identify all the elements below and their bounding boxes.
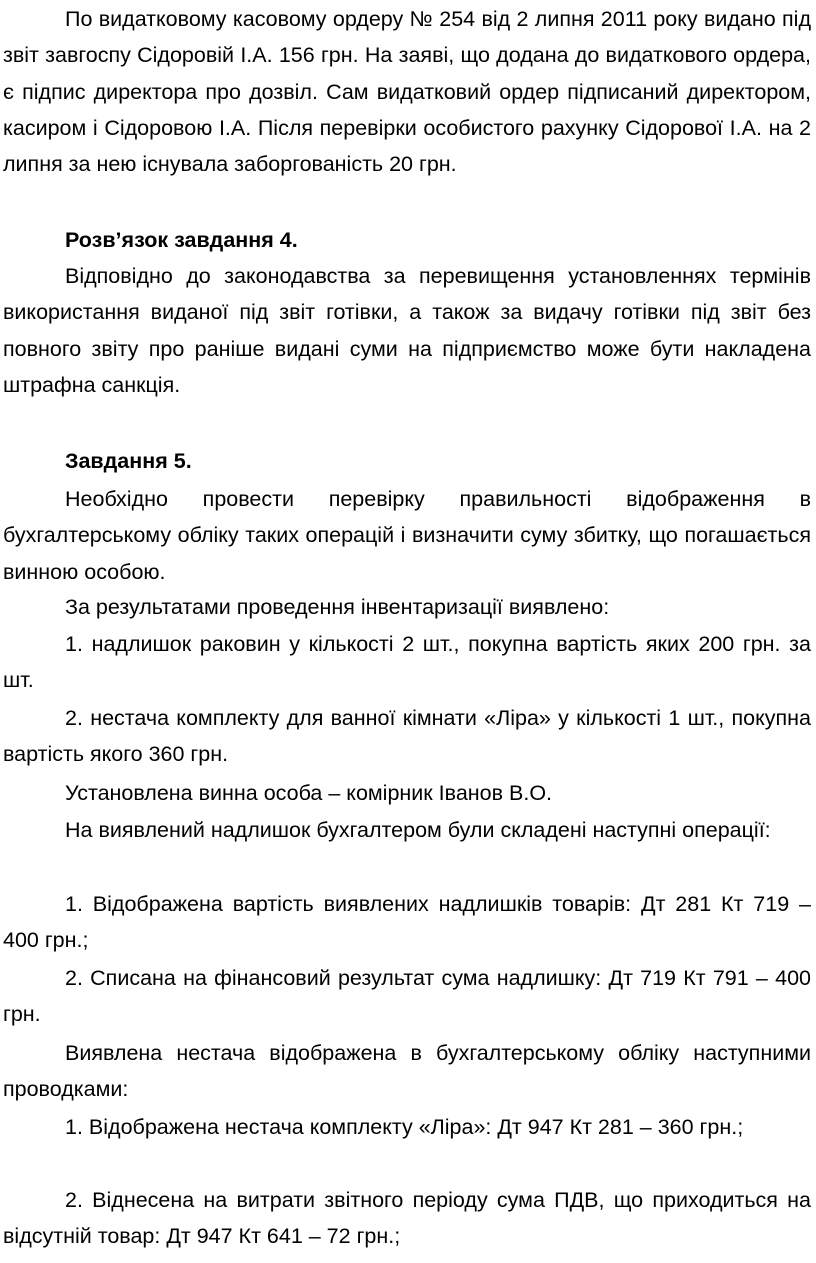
list-item-surplus-sinks: 1. надлишок раковин у кількості 2 шт., покупна вартість яких 200 грн. за шт. <box>3 632 811 693</box>
paragraph-solution-text: Відповідно до законодавства за перевищення установленнях термінів використання виданої під звіт готівки, а також за видачу готівки під звіт без повного звіту про раніше видані суми на підприємство може бути накладена штрафна санкція. <box>3 264 811 397</box>
paragraph-shortage-entries: Виявлена нестача відображена в бухгалтерському обліку наступними проводками: <box>3 1041 811 1102</box>
paragraph-surplus-operations: На виявлений надлишок бухгалтером були складені наступні операції: <box>65 818 771 842</box>
paragraph-responsible-person: Установлена винна особа – комірник Іванов В.О. <box>65 781 553 805</box>
paragraph-task-5-description: Необхідно провести перевірку правильності відображення в бухгалтерському обліку таких операцій і визначити суму збитку, що погашається винною особою. <box>3 487 811 584</box>
heading-solution-task-4: Розв’язок завдання 4. <box>65 228 298 252</box>
paragraph-inventory-results: За результатами проведення інвентаризації виявлено: <box>65 595 610 619</box>
list-item-surplus-entry-2: 2. Списана на фінансовий результат сума надлишку: Дт 719 Кт 791 – 400 грн. <box>3 966 811 1027</box>
list-item-shortage-lira: 2. нестача комплекту для ванної кімнати «Ліра» у кількості 1 шт., покупна вартість якого 360 грн. <box>3 706 811 767</box>
list-item-shortage-entry-1: 1. Відображена нестача комплекту «Ліра»: Дт 947 Кт 281 – 360 грн.; <box>65 1115 744 1139</box>
list-item-shortage-entry-2: 2. Віднесена на витрати звітного періоду сума ПДВ, що приходиться на відсутній товар: Дт 947 Кт 641 – 72 грн.; <box>3 1188 811 1249</box>
paragraph-advance-order: По видатковому касовому ордеру № 254 від 2 липня 2011 року видано під звіт завгоспу Сідоровій І.А. 156 грн. На заяві, що додана до видаткового ордера, є підпис директора про дозвіл. Сам видатковий ордер підписаний директором, касиром і Сідоровою І.А. Після перевірки особистого рахунку Сідорової І.А. на 2 липня за нею існувала заборгованість 20 грн. <box>3 7 811 177</box>
heading-task-5: Завдання 5. <box>65 449 192 473</box>
list-item-surplus-entry-1: 1. Відображена вартість виявлених надлишків товарів: Дт 281 Кт 719 – 400 грн.; <box>3 892 811 953</box>
